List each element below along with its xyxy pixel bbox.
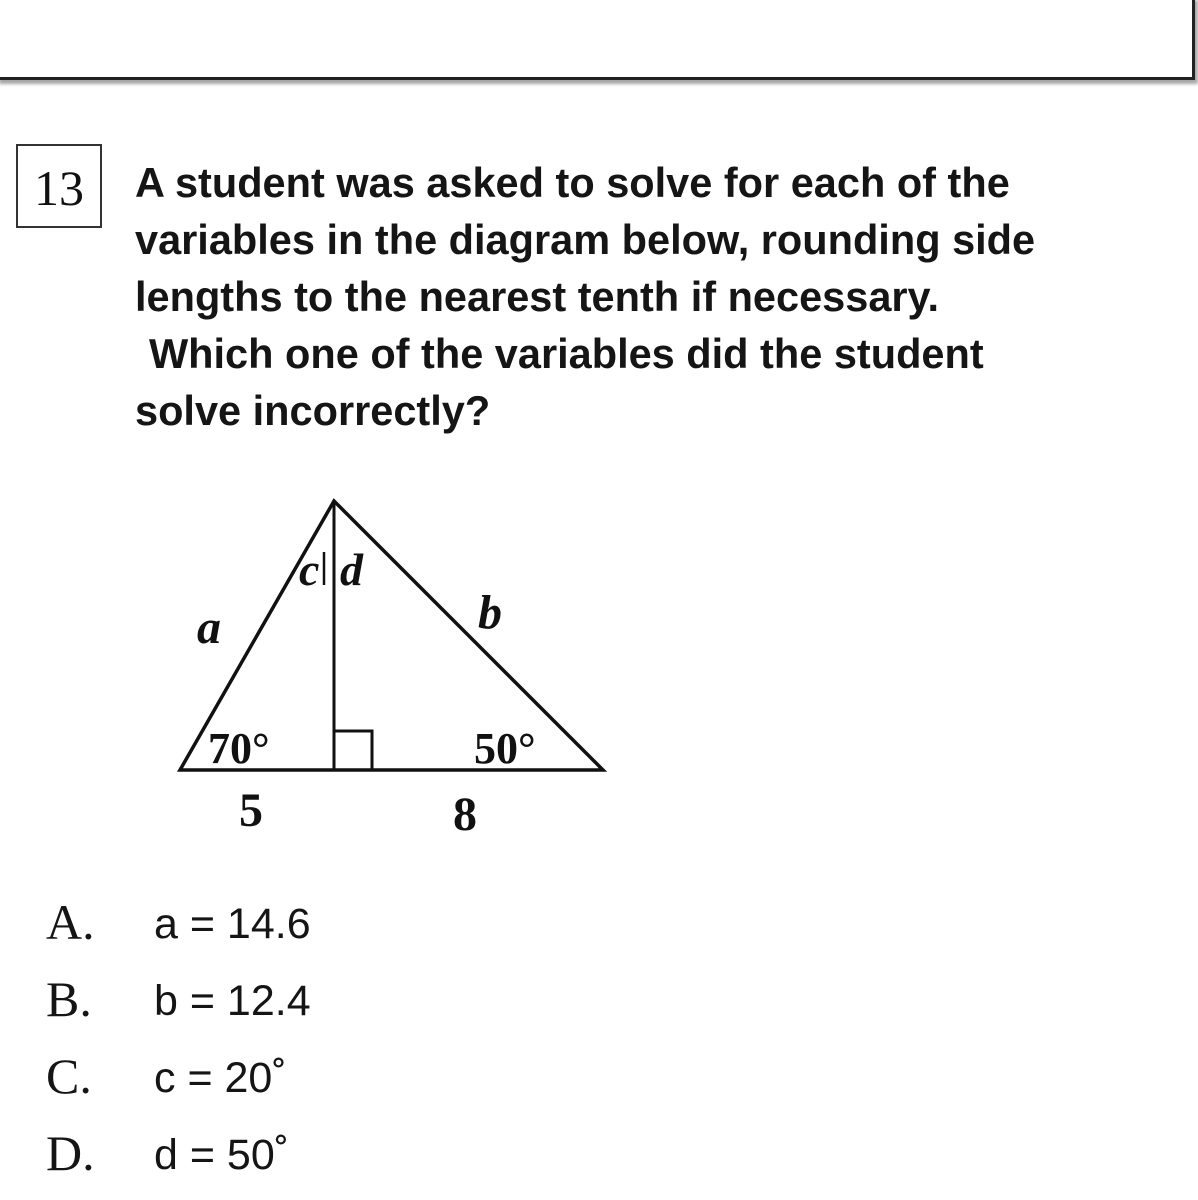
label-d: d — [340, 544, 363, 595]
base-right-label: 8 — [453, 788, 477, 841]
choice-letter: B. — [46, 971, 92, 1027]
choice-text: d = 50˚ — [154, 1131, 290, 1179]
question-line: solve incorrectly? — [135, 387, 491, 434]
angle-50-label: 50° — [474, 724, 536, 773]
base-left-label: 5 — [239, 784, 263, 837]
choice-text: b = 12.4 — [154, 977, 311, 1025]
choice-text: a = 14.6 — [154, 900, 311, 948]
choice-text: c = 20˚ — [154, 1054, 287, 1102]
angle-70-label: 70° — [208, 724, 270, 773]
question-line: lengths to the nearest tenth if necessary. — [135, 273, 940, 320]
label-c: c — [299, 544, 320, 595]
question-line: A student was asked to solve for each of the — [135, 159, 1010, 206]
question-line: variables in the diagram below, rounding side — [135, 216, 1036, 263]
label-b: b — [478, 586, 502, 639]
question-line: Which one of the variables did the student — [149, 330, 984, 377]
question-number: 13 — [16, 144, 102, 228]
choice-letter: C. — [46, 1048, 92, 1104]
choice-letter: D. — [46, 1125, 95, 1181]
choice-letter: A. — [46, 894, 95, 950]
label-a: a — [197, 601, 221, 654]
right-angle-marker — [334, 731, 372, 770]
